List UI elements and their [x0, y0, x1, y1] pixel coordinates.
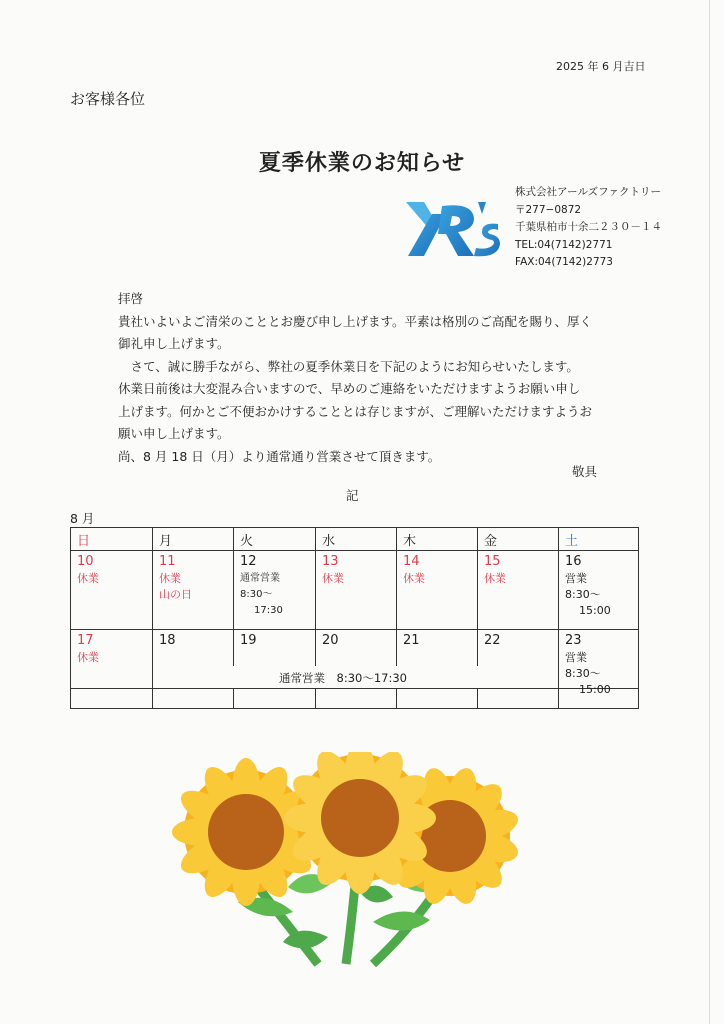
col-divider [315, 528, 316, 666]
body-line: 上げます。何かとご不便おかけすることとは存じますが、ご理解いただけますようお [118, 403, 593, 419]
day-cell: 20 [322, 633, 339, 648]
day-cell: 15 休業 [484, 554, 506, 585]
day-cell: 19 [240, 633, 257, 648]
body-line: 願い申し上げます。 [118, 426, 230, 441]
day-cell: 17 休業 [77, 633, 99, 664]
day-cell: 14 休業 [403, 554, 425, 585]
col-divider [396, 528, 397, 666]
company-postal: 〒277−0872 [515, 203, 582, 216]
company-tel: TEL:04(7142)2771 [515, 238, 613, 251]
day-cell: 18 [159, 633, 176, 648]
company-info [515, 184, 662, 272]
body-line: 拝啓 [118, 291, 144, 306]
page-title: 夏季休業のお知らせ [258, 151, 466, 176]
row-divider [71, 629, 638, 630]
ki-mark: 記 [346, 488, 359, 503]
row-divider [71, 550, 638, 551]
day-cell: 22 [484, 633, 501, 648]
day-cell: 11 休業 山の日 [159, 554, 192, 601]
body-line: 御礼申し上げます。 [118, 336, 230, 351]
letter-body [118, 288, 598, 468]
company-fax: FAX:04(7142)2773 [515, 256, 613, 268]
rs-logo-icon [402, 194, 502, 260]
body-line: 尚、8 月 18 日（月）より通常通り営業させて頂きます。 [118, 448, 441, 464]
sunflowers-illustration-icon [168, 752, 528, 967]
header-wed: 水 [322, 534, 336, 549]
company-address: 千葉県柏市十余二２３０－１４ [515, 221, 662, 233]
week2-hours-note: 通常営業 8:30～17:30 [279, 671, 407, 685]
col-divider [477, 688, 478, 709]
col-divider [396, 688, 397, 709]
col-divider [233, 688, 234, 709]
issue-date: 2025 年 6 月吉日 [556, 60, 646, 73]
day-cell: 23 営業 8:30～ 15:00 [565, 633, 611, 696]
header-sat: 土 [565, 534, 579, 549]
col-divider [477, 528, 478, 666]
day-cell: 10 休業 [77, 554, 99, 585]
closing: 敬具 [572, 464, 598, 479]
day-cell: 13 休業 [322, 554, 344, 585]
calendar-table [70, 527, 639, 709]
body-line: 貴社いよいよご清栄のこととお慶び申し上げます。平素は格別のご高配を賜り、厚く [118, 313, 593, 329]
day-cell: 21 [403, 633, 420, 648]
header-fri: 金 [484, 534, 498, 549]
header-sun: 日 [77, 534, 91, 549]
recipient: お客様各位 [70, 90, 146, 108]
day-cell: 16 営業 8:30～ 15:00 [565, 554, 611, 617]
col-divider [558, 528, 559, 709]
col-divider [233, 528, 234, 666]
calendar-month: 8 月 [70, 511, 95, 526]
row-divider [71, 688, 638, 689]
header-tue: 火 [240, 534, 254, 549]
body-line: さて、誠に勝手ながら、弊社の夏季休業日を下記のようにお知らせいたします。 [118, 358, 579, 374]
day-cell: 12 通常営業 8:30～ 17:30 [240, 554, 283, 616]
col-divider [152, 528, 153, 709]
body-line: 休業日前後は大変混み合いますので、早めのご連絡をいただけますようお願い申し [118, 381, 581, 396]
header-mon: 月 [159, 534, 173, 549]
col-divider [315, 688, 316, 709]
header-thu: 木 [403, 534, 417, 549]
company-name: 株式会社アールズファクトリー [515, 186, 661, 198]
